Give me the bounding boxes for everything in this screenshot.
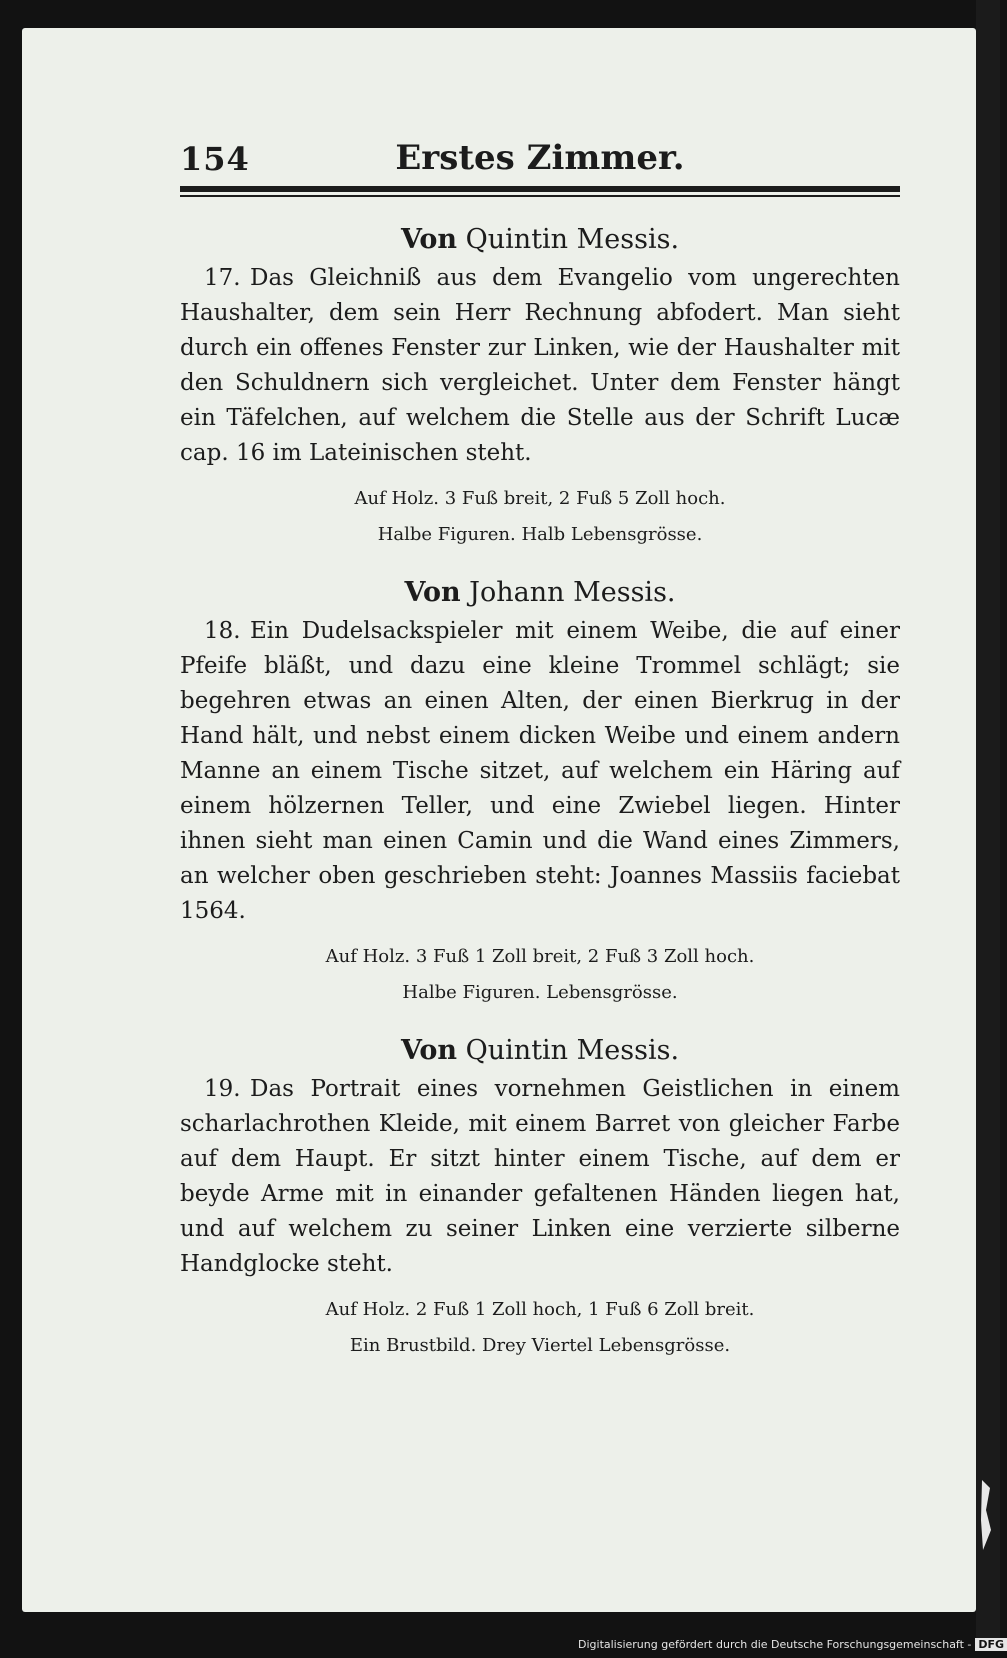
entry-notes [180,481,900,553]
header-double-rule [180,186,900,200]
artist-heading [180,224,900,255]
book-spine [976,0,1000,1640]
entry-notes [180,1292,900,1364]
catalog-entry [180,577,900,1011]
running-header [180,120,900,182]
entry-text: Ein Dudelsackspieler mit einem Weibe, die auf einer Pfeife bläßt, und dazu eine kleine Trommel schlägt; sie begehren etwas an einen Alten, der einen Bierkrug in der Hand hält, und nebst einem dicken Weibe und einem andern Manne an einem Tische sitzet, auf welchem ein Häring auf einem hölzernen Teller, und eine Zwiebel liegen. Hinter ihnen sieht man einen Camin und die Wand eines Zimmers, an welcher oben geschrieben steht: Joannes Massiis faciebat 1564. [180,618,900,924]
entry-number: 19. [204,1076,241,1102]
entry-number: 17. [204,265,241,291]
catalog-entry [180,1035,900,1364]
artist-heading [180,577,900,608]
entry-description [180,1072,900,1282]
artist-heading-prefix: Von [400,224,458,255]
entry-figures: Ein Brustbild. Drey Viertel Lebensgrösse. [349,1335,731,1356]
rule-thin [180,195,900,197]
entry-dimensions: Auf Holz. 3 Fuß breit, 2 Fuß 5 Zoll hoch. [354,488,726,509]
artist-name: Johann Messis. [469,577,676,608]
credit-text: Digitalisierung gefördert durch die Deutsche Forschungsgemeinschaft - [578,1638,972,1651]
artist-name: Quintin Messis. [465,224,680,255]
artist-name: Quintin Messis. [465,1035,680,1066]
entry-dimensions: Auf Holz. 2 Fuß 1 Zoll hoch, 1 Fuß 6 Zoll breit. [325,1299,755,1320]
entry-description [180,614,900,929]
artist-heading-prefix: Von [400,1035,458,1066]
catalog-entry [180,224,900,553]
artist-heading [180,1035,900,1066]
dfg-logo: DFG [975,1638,1007,1651]
entry-text: Das Gleichniß aus dem Evangelio vom ungerechten Haushalter, dem sein Herr Rechnung abfodert. Man sieht durch ein offenes Fenster zur Linken, wie der Haushalter mit den Schuldnern sich vergleichet. Unter dem Fenster hängt ein Täfelchen, auf welchem die Stelle aus der Schrift Lucæ cap. 16 im Lateinischen steht. [180,265,900,466]
artist-heading-prefix: Von [404,577,461,608]
entry-dimensions: Auf Holz. 3 Fuß 1 Zoll breit, 2 Fuß 3 Zoll hoch. [325,946,755,967]
entry-number: 18. [204,618,241,644]
entry-figures: Halbe Figuren. Halb Lebensgrösse. [377,524,703,545]
entry-figures: Halbe Figuren. Lebensgrösse. [402,982,678,1003]
running-title: Erstes Zimmer. [395,138,685,178]
entry-notes [180,939,900,1011]
digitization-credit [578,1638,1007,1651]
page-number: 154 [180,140,250,178]
rule-thick [180,186,900,192]
entry-description [180,261,900,471]
entry-text: Das Portrait eines vornehmen Geistlichen in einem scharlachrothen Kleide, mit einem Barret von gleicher Farbe auf dem Haupt. Er sitzt hinter einem Tische, auf dem er beyde Arme mit in einander gefaltenen Händen liegen hat, und auf welchem zu seiner Linken eine verzierte silberne Handglocke steht. [180,1076,900,1277]
page-content [180,120,900,1364]
bookmark-ribbon-icon [980,1480,992,1550]
